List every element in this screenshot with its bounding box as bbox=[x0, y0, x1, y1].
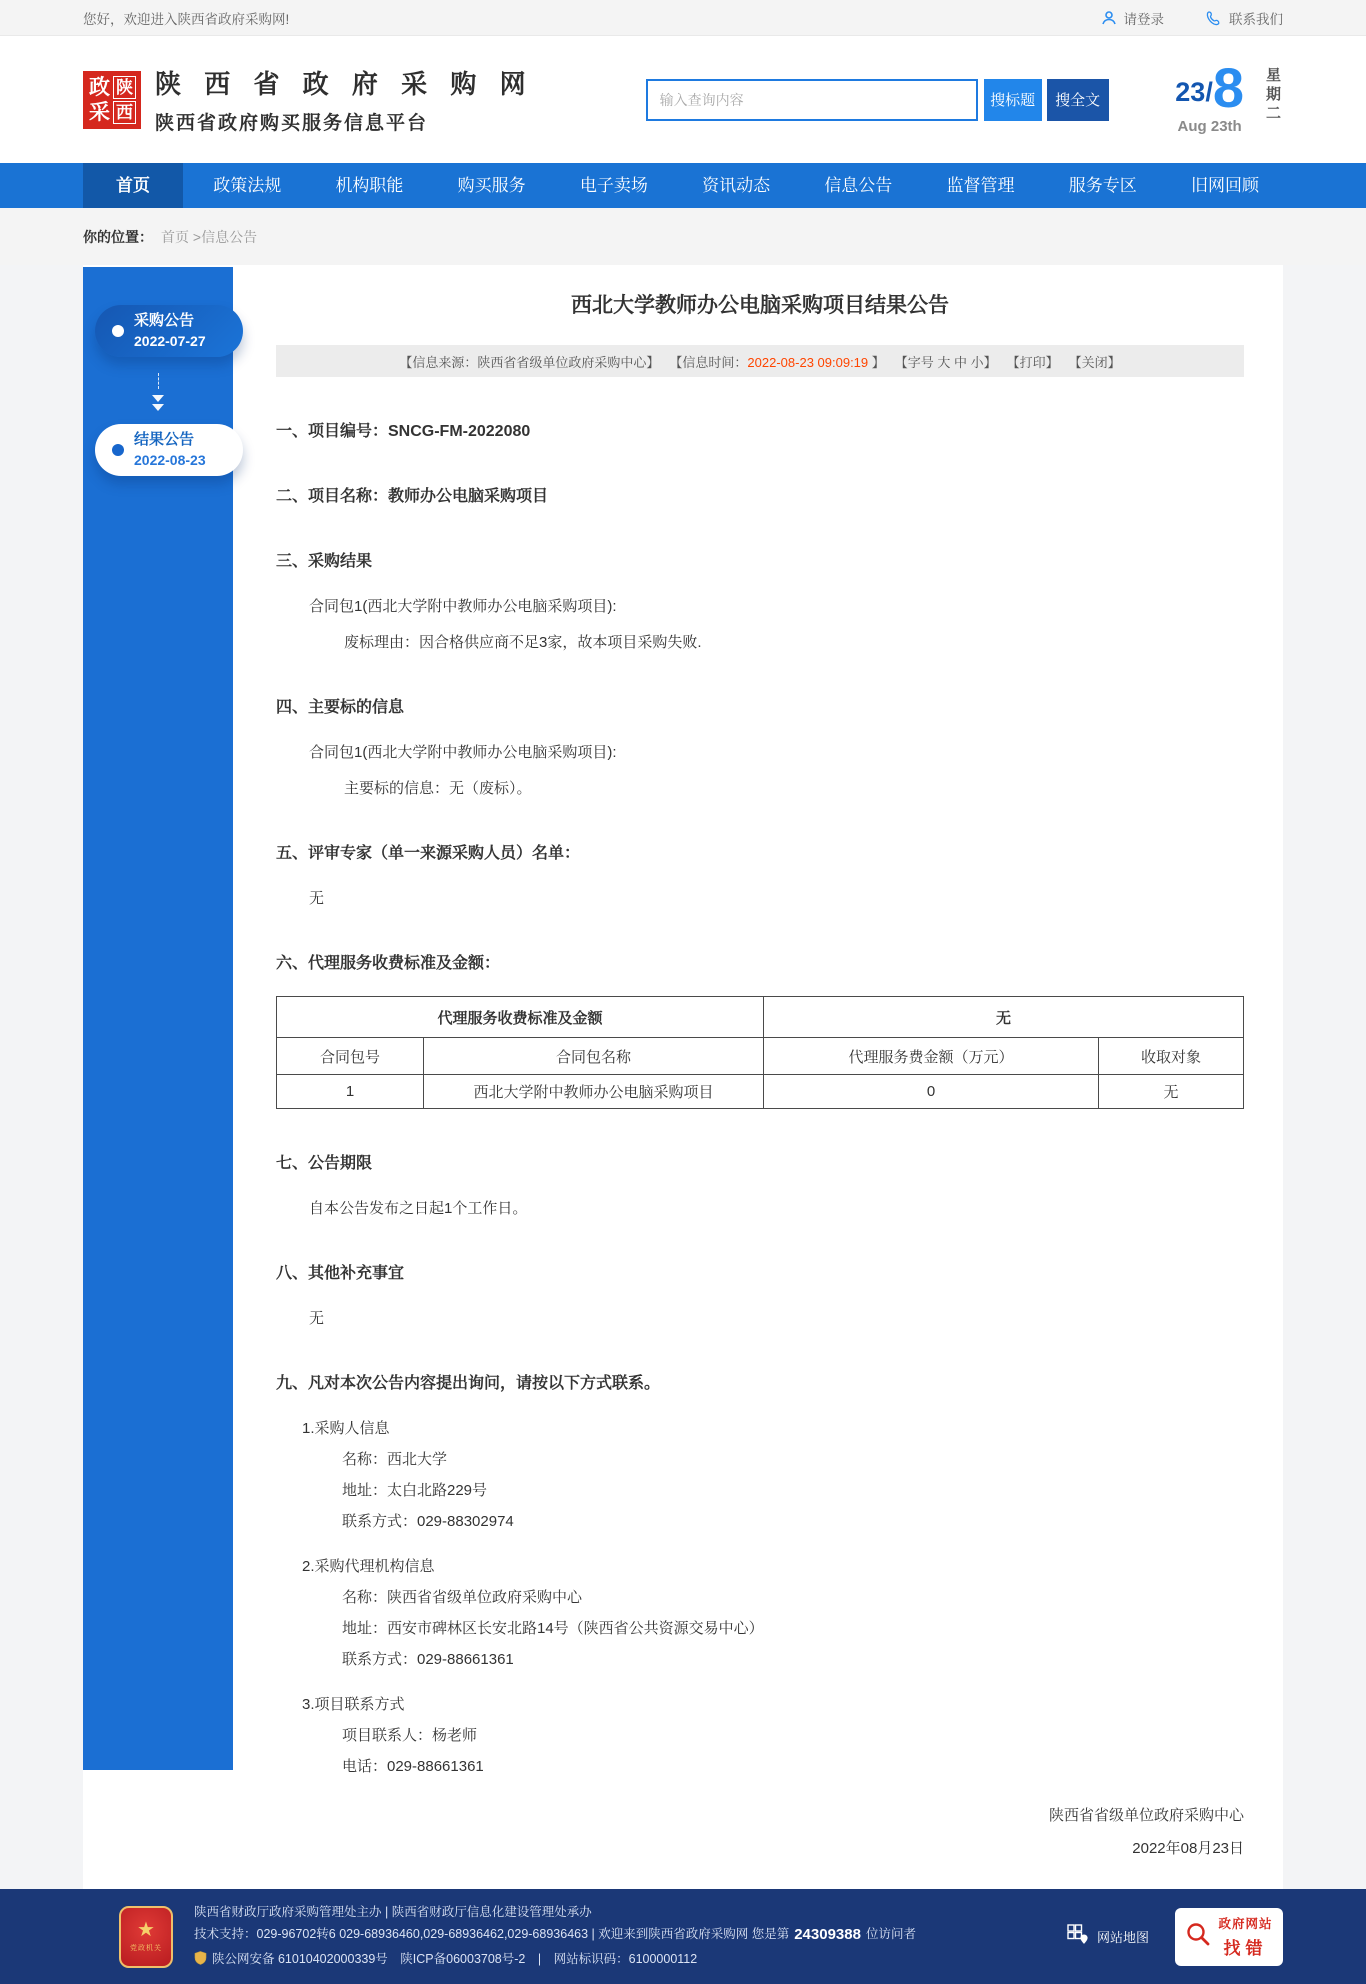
section-heading-6: 六、代理服务收费标准及金额： bbox=[276, 955, 501, 972]
magnifier-icon bbox=[1185, 1921, 1211, 1952]
sitemap-link[interactable]: 网站地图 bbox=[1067, 1924, 1149, 1949]
party-emblem-icon: ★ 党政机关 bbox=[119, 1906, 173, 1968]
breadcrumb-bar bbox=[0, 208, 1366, 265]
contact-line: 地址：太白北路229号 bbox=[342, 1482, 488, 1499]
timeline-sidebar bbox=[83, 267, 233, 1770]
info-time: 【信息时间：2022-08-23 09:09:19 】 bbox=[669, 354, 885, 370]
breadcrumb[interactable]: 首页 >信息公告 bbox=[161, 228, 258, 245]
cell-payee: 无 bbox=[1099, 1075, 1244, 1109]
contact-group-purchaser: 1.采购人信息 bbox=[302, 1420, 390, 1437]
sidebar-item-result-notice[interactable]: 结果公告 2022-08-23 bbox=[95, 424, 243, 476]
section-heading-7: 七、公告期限 bbox=[276, 1155, 373, 1172]
footer-line-organizer: 陕西省财政厅政府采购管理处主办 | 陕西省财政厅信息化建设管理处承办 bbox=[194, 1904, 592, 1919]
footer-line-icp: 陕公网安备 61010402000339号 陕ICP备06003708号-2 | 网站标识码：6100000112 bbox=[194, 1951, 916, 1968]
table-row bbox=[277, 1075, 1244, 1109]
article-info-bar bbox=[276, 345, 1244, 377]
contact-line: 电话：029-88661361 bbox=[342, 1758, 484, 1775]
welcome-text: 您好，欢迎进入陕西省政府采购网! bbox=[83, 11, 290, 27]
site-header bbox=[0, 36, 1366, 163]
section-4-line: 主要标的信息：无（废标）。 bbox=[344, 780, 532, 797]
contact-line: 联系方式：029-88661361 bbox=[342, 1651, 514, 1668]
fee-table-merged-value: 无 bbox=[764, 997, 1244, 1038]
section-7-line: 自本公告发布之日起1个工作日。 bbox=[309, 1200, 528, 1217]
section-heading-4: 四、主要标的信息 bbox=[276, 699, 405, 716]
announcement-article bbox=[233, 265, 1285, 1889]
breadcrumb-label: 你的位置： bbox=[83, 228, 153, 245]
col-header-package-no: 合同包号 bbox=[277, 1038, 424, 1075]
date-day: 23 bbox=[1175, 76, 1206, 107]
page-title: 西北大学教师办公电脑采购项目结果公告 bbox=[571, 294, 950, 317]
contact-link[interactable]: 联系我们 bbox=[1206, 8, 1283, 28]
cell-fee-amount: 0 bbox=[764, 1075, 1099, 1109]
col-header-package-name: 合同包名称 bbox=[424, 1038, 764, 1075]
footer-line-support: 技术支持：029-96702转6 029-68936460,029-68936462,029-68936463 | 欢迎来到陕西省政府采购网 您是第 24309388 位访问者 bbox=[194, 1926, 916, 1943]
top-bar bbox=[0, 0, 1366, 36]
cell-package-name: 西北大学附中教师办公电脑采购项目 bbox=[424, 1075, 764, 1109]
nav-item-announcements[interactable]: 信息公告 bbox=[824, 176, 893, 195]
section-heading-5: 五、评审专家（单一来源采购人员）名单： bbox=[276, 845, 581, 862]
nav-item-purchase-services[interactable]: 购买服务 bbox=[457, 176, 526, 195]
section-4-line: 合同包1(西北大学附中教师办公电脑采购项目): bbox=[309, 744, 617, 761]
section-3-line: 合同包1(西北大学附中教师办公电脑采购项目): bbox=[309, 598, 617, 615]
nav-item-e-mall[interactable]: 电子卖场 bbox=[579, 176, 648, 195]
section-heading-3: 三、采购结果 bbox=[276, 553, 373, 570]
main-nav bbox=[0, 163, 1366, 208]
timeline-dot-icon bbox=[112, 444, 124, 456]
site-subtitle: 陕西省政府购买服务信息平台 bbox=[155, 113, 429, 134]
print-button[interactable]: 【打印】 bbox=[1006, 354, 1059, 370]
col-header-fee-amount: 代理服务费金额（万元） bbox=[764, 1038, 1099, 1075]
section-8-line: 无 bbox=[309, 1310, 325, 1327]
cell-package-no: 1 bbox=[277, 1075, 424, 1109]
contact-line: 项目联系人：杨老师 bbox=[342, 1727, 478, 1744]
col-header-payee: 收取对象 bbox=[1099, 1038, 1244, 1075]
nav-item-home[interactable]: 首页 bbox=[83, 163, 183, 208]
signature-date: 2022年08月23日 bbox=[1132, 1840, 1245, 1857]
site-logo: 政 陕 采 西 bbox=[83, 71, 141, 129]
fee-table-merged-header: 代理服务收费标准及金额 bbox=[277, 997, 764, 1038]
login-link[interactable]: 请登录 bbox=[1101, 8, 1165, 28]
contact-line: 联系方式：029-88302974 bbox=[342, 1513, 514, 1530]
section-3-line: 废标理由：因合格供应商不足3家，故本项目采购失败. bbox=[344, 634, 702, 651]
site-title: 陕 西 省 政 府 采 购 网 bbox=[155, 69, 534, 99]
contact-group-agency: 2.采购代理机构信息 bbox=[302, 1558, 435, 1575]
nav-item-functions[interactable]: 机构职能 bbox=[335, 176, 404, 195]
section-heading-8: 八、其他补充事宜 bbox=[276, 1265, 405, 1282]
timeline-dot-icon bbox=[112, 325, 124, 337]
site-footer bbox=[0, 1889, 1366, 1984]
table-row bbox=[277, 997, 1244, 1038]
date-widget: 23 / 8 Aug 23th 星期二 bbox=[1175, 56, 1281, 135]
info-time-value: 2022-08-23 09:09:19 bbox=[747, 354, 869, 370]
sidebar-item-procurement-notice[interactable]: 采购公告 2022-07-27 bbox=[95, 305, 243, 357]
search-fulltext-button[interactable]: 搜全文 bbox=[1047, 79, 1109, 121]
nav-item-supervision[interactable]: 监督管理 bbox=[946, 176, 1015, 195]
error-report-badge[interactable]: 政府网站 找错 bbox=[1175, 1908, 1283, 1966]
info-source: 【信息来源：陕西省省级单位政府采购中心】 bbox=[399, 354, 660, 370]
weekday-label: 星期二 bbox=[1264, 66, 1281, 124]
close-button[interactable]: 【关闭】 bbox=[1068, 354, 1121, 370]
contact-line: 名称：西北大学 bbox=[342, 1451, 448, 1468]
table-row bbox=[277, 1038, 1244, 1075]
phone-icon bbox=[1206, 10, 1222, 26]
nav-item-old-site[interactable]: 旧网回顾 bbox=[1190, 176, 1259, 195]
nav-item-news[interactable]: 资讯动态 bbox=[702, 176, 771, 195]
search-title-button[interactable]: 搜标题 bbox=[984, 79, 1042, 121]
visitor-count: 24309388 bbox=[794, 1926, 861, 1943]
signature-org: 陕西省省级单位政府采购中心 bbox=[1049, 1807, 1245, 1824]
contact-line: 名称：陕西省省级单位政府采购中心 bbox=[342, 1589, 583, 1606]
police-shield-icon bbox=[194, 1951, 207, 1968]
font-size-controls[interactable]: 【字号 大 中 小】 bbox=[894, 354, 997, 370]
date-english: Aug 23th bbox=[1177, 117, 1242, 135]
contact-line: 地址：西安市碑林区长安北路14号（陕西省公共资源交易中心） bbox=[342, 1620, 764, 1637]
section-heading-9: 九、凡对本次公告内容提出询问，请按以下方式联系。 bbox=[276, 1375, 661, 1392]
agency-fee-table bbox=[276, 996, 1244, 1109]
main-content bbox=[83, 265, 1283, 1889]
nav-item-special-services[interactable]: 服务专区 bbox=[1068, 176, 1137, 195]
contact-group-project: 3.项目联系方式 bbox=[302, 1696, 405, 1713]
section-5-line: 无 bbox=[309, 890, 325, 907]
date-month: 8 bbox=[1212, 56, 1244, 120]
user-icon bbox=[1101, 10, 1117, 26]
search-input[interactable] bbox=[646, 79, 978, 121]
nav-item-policies[interactable]: 政策法规 bbox=[213, 176, 282, 195]
sitemap-icon bbox=[1067, 1924, 1089, 1949]
section-heading-2: 二、项目名称：教师办公电脑采购项目 bbox=[276, 488, 549, 505]
timeline-arrow-down-icon bbox=[150, 373, 166, 411]
search-bar bbox=[646, 79, 1109, 121]
section-heading-1: 一、项目编号：SNCG-FM-2022080 bbox=[276, 423, 531, 440]
